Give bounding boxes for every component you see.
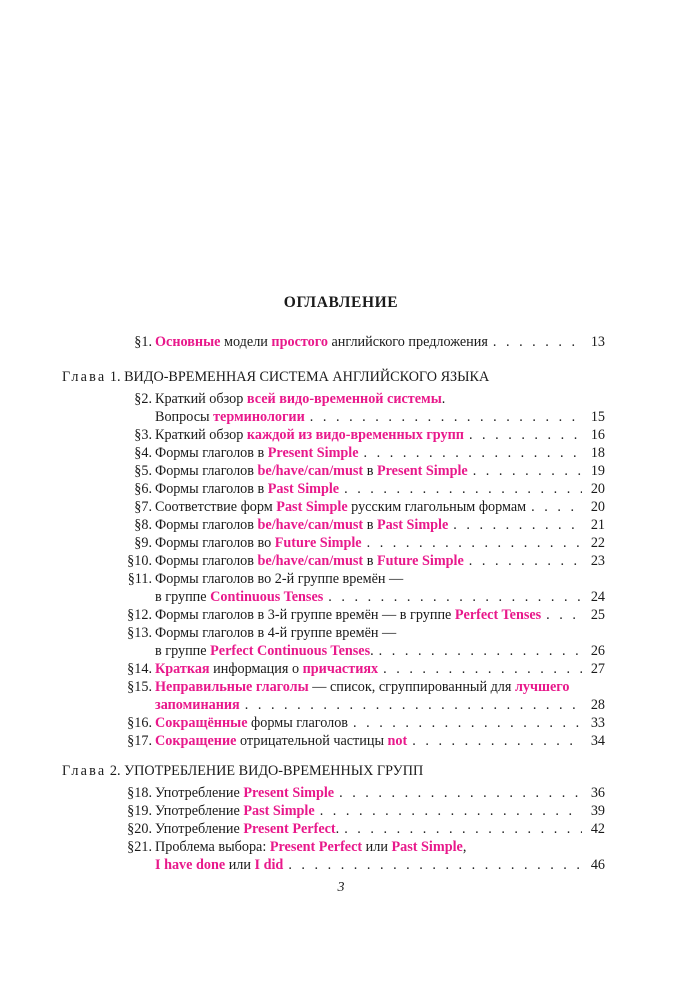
plain-text: в (363, 463, 377, 479)
entry-line-text (155, 570, 403, 588)
entry-text (155, 570, 605, 606)
leader-dots (245, 696, 582, 714)
entry-text (155, 678, 605, 714)
entry-line (155, 784, 605, 802)
entry-line (155, 838, 605, 856)
entry-line (155, 444, 605, 462)
page-ref: 19 (590, 463, 605, 479)
entry-line-text (155, 516, 448, 534)
chapter-label: Глава (62, 763, 107, 779)
highlighted-term: Past Simple (376, 517, 449, 533)
plain-text: Формы глаголов (155, 463, 258, 479)
section-number: §15. (127, 679, 152, 695)
leader-dots (288, 856, 582, 874)
entry-line-text (155, 732, 407, 750)
entry-line (155, 333, 605, 351)
entry-line-text (155, 534, 362, 552)
entry-line (155, 732, 605, 750)
plain-text: в (363, 517, 377, 533)
plain-text: Вопросы (155, 409, 214, 425)
page-ref: 21 (590, 517, 605, 533)
entry-text (155, 444, 605, 462)
highlighted-term: Сокращённые (155, 715, 248, 731)
section-number: §1. (134, 334, 152, 350)
plain-text: формы глаголов (247, 715, 348, 731)
entry-line (155, 624, 605, 642)
leader-dots (469, 552, 582, 570)
highlighted-term: Perfect Tenses (454, 607, 542, 623)
leader-dots (546, 606, 582, 624)
entry-line-text (155, 333, 488, 351)
plain-text: . (370, 643, 374, 659)
highlighted-term: I have done (155, 857, 226, 873)
plain-text: Соответствие форм (155, 499, 277, 515)
entry-line-text (155, 408, 305, 426)
chapter-heading-2 (62, 762, 423, 780)
entry-line (155, 480, 605, 498)
section-number: §4. (134, 445, 152, 461)
section-number: §7. (134, 499, 152, 515)
section-number: §2. (134, 391, 152, 407)
entry-line (155, 802, 605, 820)
page-ref: 20 (590, 499, 605, 515)
entry-line (155, 588, 605, 606)
entry-line (155, 462, 605, 480)
entry-line (155, 820, 605, 838)
highlighted-term: запоминания (155, 697, 240, 713)
page-number: 3 (337, 880, 345, 895)
entry-text (155, 462, 605, 480)
entry-text (155, 714, 605, 732)
section-number: §3. (134, 427, 152, 443)
highlighted-term: Perfect Continuous Tenses (210, 643, 371, 659)
page-ref: 22 (590, 535, 605, 551)
highlighted-term: be/have/can/must (257, 517, 364, 533)
leader-dots (469, 426, 582, 444)
entry-text (155, 426, 605, 444)
entry-line-text (155, 696, 240, 714)
highlighted-term: терминологии (213, 409, 305, 425)
entry-line (155, 678, 605, 696)
plain-text: . (441, 391, 446, 407)
entry-text (155, 784, 605, 802)
page-ref: 26 (590, 643, 605, 659)
highlighted-term: Сокращение (155, 733, 237, 749)
entry-line-text (155, 498, 526, 516)
entry-line (155, 856, 605, 874)
section-number: §20. (127, 821, 152, 837)
section-number: §21. (127, 839, 152, 855)
highlighted-term: not (387, 733, 408, 749)
entry-line (155, 498, 605, 516)
entry-line (155, 408, 605, 426)
section-number: §13. (127, 625, 152, 641)
highlighted-term: Past Simple (276, 499, 348, 515)
entry-text (155, 732, 605, 750)
highlighted-term: be/have/can/must (257, 463, 364, 479)
chapter-heading-1 (62, 368, 489, 386)
plain-text: Формы глаголов в (155, 481, 268, 497)
entry-line-text (155, 660, 378, 678)
entry-text (155, 480, 605, 498)
plain-text: Формы глаголов в 4-й группе времён — (155, 625, 397, 641)
highlighted-term: be/have/can/must (257, 553, 364, 569)
page-ref: 20 (590, 481, 605, 497)
entry-text (155, 498, 605, 516)
entry-line-text (155, 480, 339, 498)
page-ref: 42 (590, 821, 605, 837)
entry-line-text (155, 820, 339, 838)
plain-text: английского предложения (327, 334, 488, 350)
highlighted-term: Future Simple (376, 553, 464, 569)
leader-dots (412, 732, 582, 750)
entry-line-text (155, 624, 396, 642)
entry-line (155, 552, 605, 570)
section-number: §12. (127, 607, 152, 623)
entry-line (155, 570, 605, 588)
entry-line-text (155, 784, 334, 802)
highlighted-term: Continuous Tenses (210, 589, 324, 605)
plain-text: Формы глаголов в (155, 445, 268, 461)
entry-text (155, 606, 605, 624)
plain-text: отрицательной частицы (236, 733, 388, 749)
page-ref: 23 (590, 553, 605, 569)
entry-line (155, 714, 605, 732)
section-number: §16. (127, 715, 152, 731)
section-number: §5. (134, 463, 152, 479)
chapter-title: 1. ВИДО-ВРЕМЕННАЯ СИСТЕМА АНГЛИЙСКОГО ЯЗЫКА (109, 369, 490, 385)
page-ref: 34 (590, 733, 605, 749)
plain-text: в группе (155, 643, 211, 659)
entry-line (155, 696, 605, 714)
entry-text (155, 660, 605, 678)
leader-dots (367, 534, 582, 552)
plain-text: . (335, 821, 340, 837)
section-number: §17. (127, 733, 152, 749)
plain-text: информация о (209, 661, 303, 677)
section-number: §8. (134, 517, 152, 533)
page-ref: 15 (590, 409, 605, 425)
entry-line (155, 534, 605, 552)
plain-text: в группе (155, 589, 211, 605)
entry-text (155, 534, 605, 552)
highlighted-term: Present Simple (376, 463, 468, 479)
entry-text (155, 802, 605, 820)
entry-line-text (155, 856, 283, 874)
plain-text: Формы глаголов во 2-й группе времён — (155, 571, 404, 587)
highlighted-term: причастиях (302, 661, 379, 677)
chapter-title: 2. УПОТРЕБЛЕНИЕ ВИДО-ВРЕМЕННЫХ ГРУПП (109, 763, 424, 779)
leader-dots (344, 480, 582, 498)
plain-text: или (362, 839, 392, 855)
leader-dots (353, 714, 582, 732)
entry-line-text (155, 462, 468, 480)
section-number: §19. (127, 803, 152, 819)
plain-text: , (462, 839, 467, 855)
entry-line (155, 390, 605, 408)
entry-line (155, 426, 605, 444)
section-number: §18. (127, 785, 152, 801)
entry-line-text (155, 444, 359, 462)
page-ref: 27 (590, 661, 605, 677)
highlighted-term: Present Simple (243, 785, 335, 801)
highlighted-term: всей видо-временной системы (246, 391, 442, 407)
leader-dots (344, 820, 582, 838)
highlighted-term: Основные (155, 334, 221, 350)
page-ref: 13 (590, 334, 605, 350)
page-ref: 33 (590, 715, 605, 731)
entry-line-text (155, 642, 374, 660)
leader-dots (379, 642, 582, 660)
chapter-label: Глава (62, 369, 107, 385)
entry-line-text (155, 588, 323, 606)
page-ref: 46 (590, 857, 605, 873)
entry-text (155, 516, 605, 534)
entry-line (155, 606, 605, 624)
plain-text: Формы глаголов в 3-й группе времён — в группе (155, 607, 455, 623)
entry-line (155, 516, 605, 534)
entry-text (155, 838, 605, 874)
highlighted-term: Краткая (155, 661, 210, 677)
plain-text: модели (220, 334, 272, 350)
page-ref: 24 (590, 589, 605, 605)
entry-line-text (155, 390, 445, 408)
page-ref: 25 (590, 607, 605, 623)
entry-line-text (155, 714, 348, 732)
highlighted-term: Неправильные глаголы (155, 679, 309, 695)
plain-text: Краткий обзор (155, 391, 247, 407)
plain-text: Краткий обзор (155, 427, 247, 443)
leader-dots (310, 408, 582, 426)
page-ref: 36 (590, 785, 605, 801)
entry-line-text (155, 426, 464, 444)
entry-text (155, 624, 605, 660)
plain-text: русским глагольным формам (347, 499, 527, 515)
leader-dots (473, 462, 582, 480)
plain-text: в (363, 553, 377, 569)
section-number: §6. (134, 481, 152, 497)
plain-text: Формы глаголов (155, 553, 258, 569)
plain-text: Употребление (155, 821, 244, 837)
entry-line-text (155, 606, 541, 624)
highlighted-term: Future Simple (274, 535, 362, 551)
highlighted-term: Present Simple (267, 445, 359, 461)
leader-dots (339, 784, 582, 802)
entry-line-text (155, 802, 315, 820)
section-number: §11. (127, 571, 152, 587)
entry-text (155, 390, 605, 426)
highlighted-term: Present Perfect (243, 821, 336, 837)
page-ref: 16 (590, 427, 605, 443)
highlighted-term: простого (271, 334, 328, 350)
leader-dots (383, 660, 582, 678)
leader-dots (328, 588, 582, 606)
highlighted-term: Past Simple (243, 803, 315, 819)
plain-text: Проблема выбора: (155, 839, 270, 855)
highlighted-term: Present Perfect (269, 839, 363, 855)
highlighted-term: каждой из видо-временных групп (246, 427, 464, 443)
entry-line-text (155, 838, 466, 856)
entry-line-text (155, 678, 569, 696)
page-ref: 39 (590, 803, 605, 819)
leader-dots (453, 516, 582, 534)
highlighted-term: лучшего (514, 679, 570, 695)
section-number: §14. (127, 661, 152, 677)
toc-title: ОГЛАВЛЕНИЕ (283, 294, 399, 311)
page-ref: 28 (590, 697, 605, 713)
plain-text: Формы глаголов во (155, 535, 275, 551)
plain-text: или (225, 857, 255, 873)
entry-text (155, 820, 605, 838)
leader-dots (320, 802, 582, 820)
plain-text: Употребление (155, 803, 244, 819)
entry-text (155, 333, 605, 351)
leader-dots (531, 498, 582, 516)
section-number: §9. (134, 535, 152, 551)
highlighted-term: Past Simple (267, 481, 340, 497)
plain-text: Формы глаголов (155, 517, 258, 533)
section-number: §10. (127, 553, 152, 569)
leader-dots (493, 333, 582, 351)
leader-dots (364, 444, 582, 462)
highlighted-term: Past Simple (391, 839, 463, 855)
entry-line (155, 642, 605, 660)
entry-line (155, 660, 605, 678)
plain-text: Употребление (155, 785, 244, 801)
entry-text (155, 552, 605, 570)
page-ref: 18 (590, 445, 605, 461)
highlighted-term: I did (254, 857, 284, 873)
entry-line-text (155, 552, 464, 570)
plain-text: — список, сгруппированный для (308, 679, 515, 695)
